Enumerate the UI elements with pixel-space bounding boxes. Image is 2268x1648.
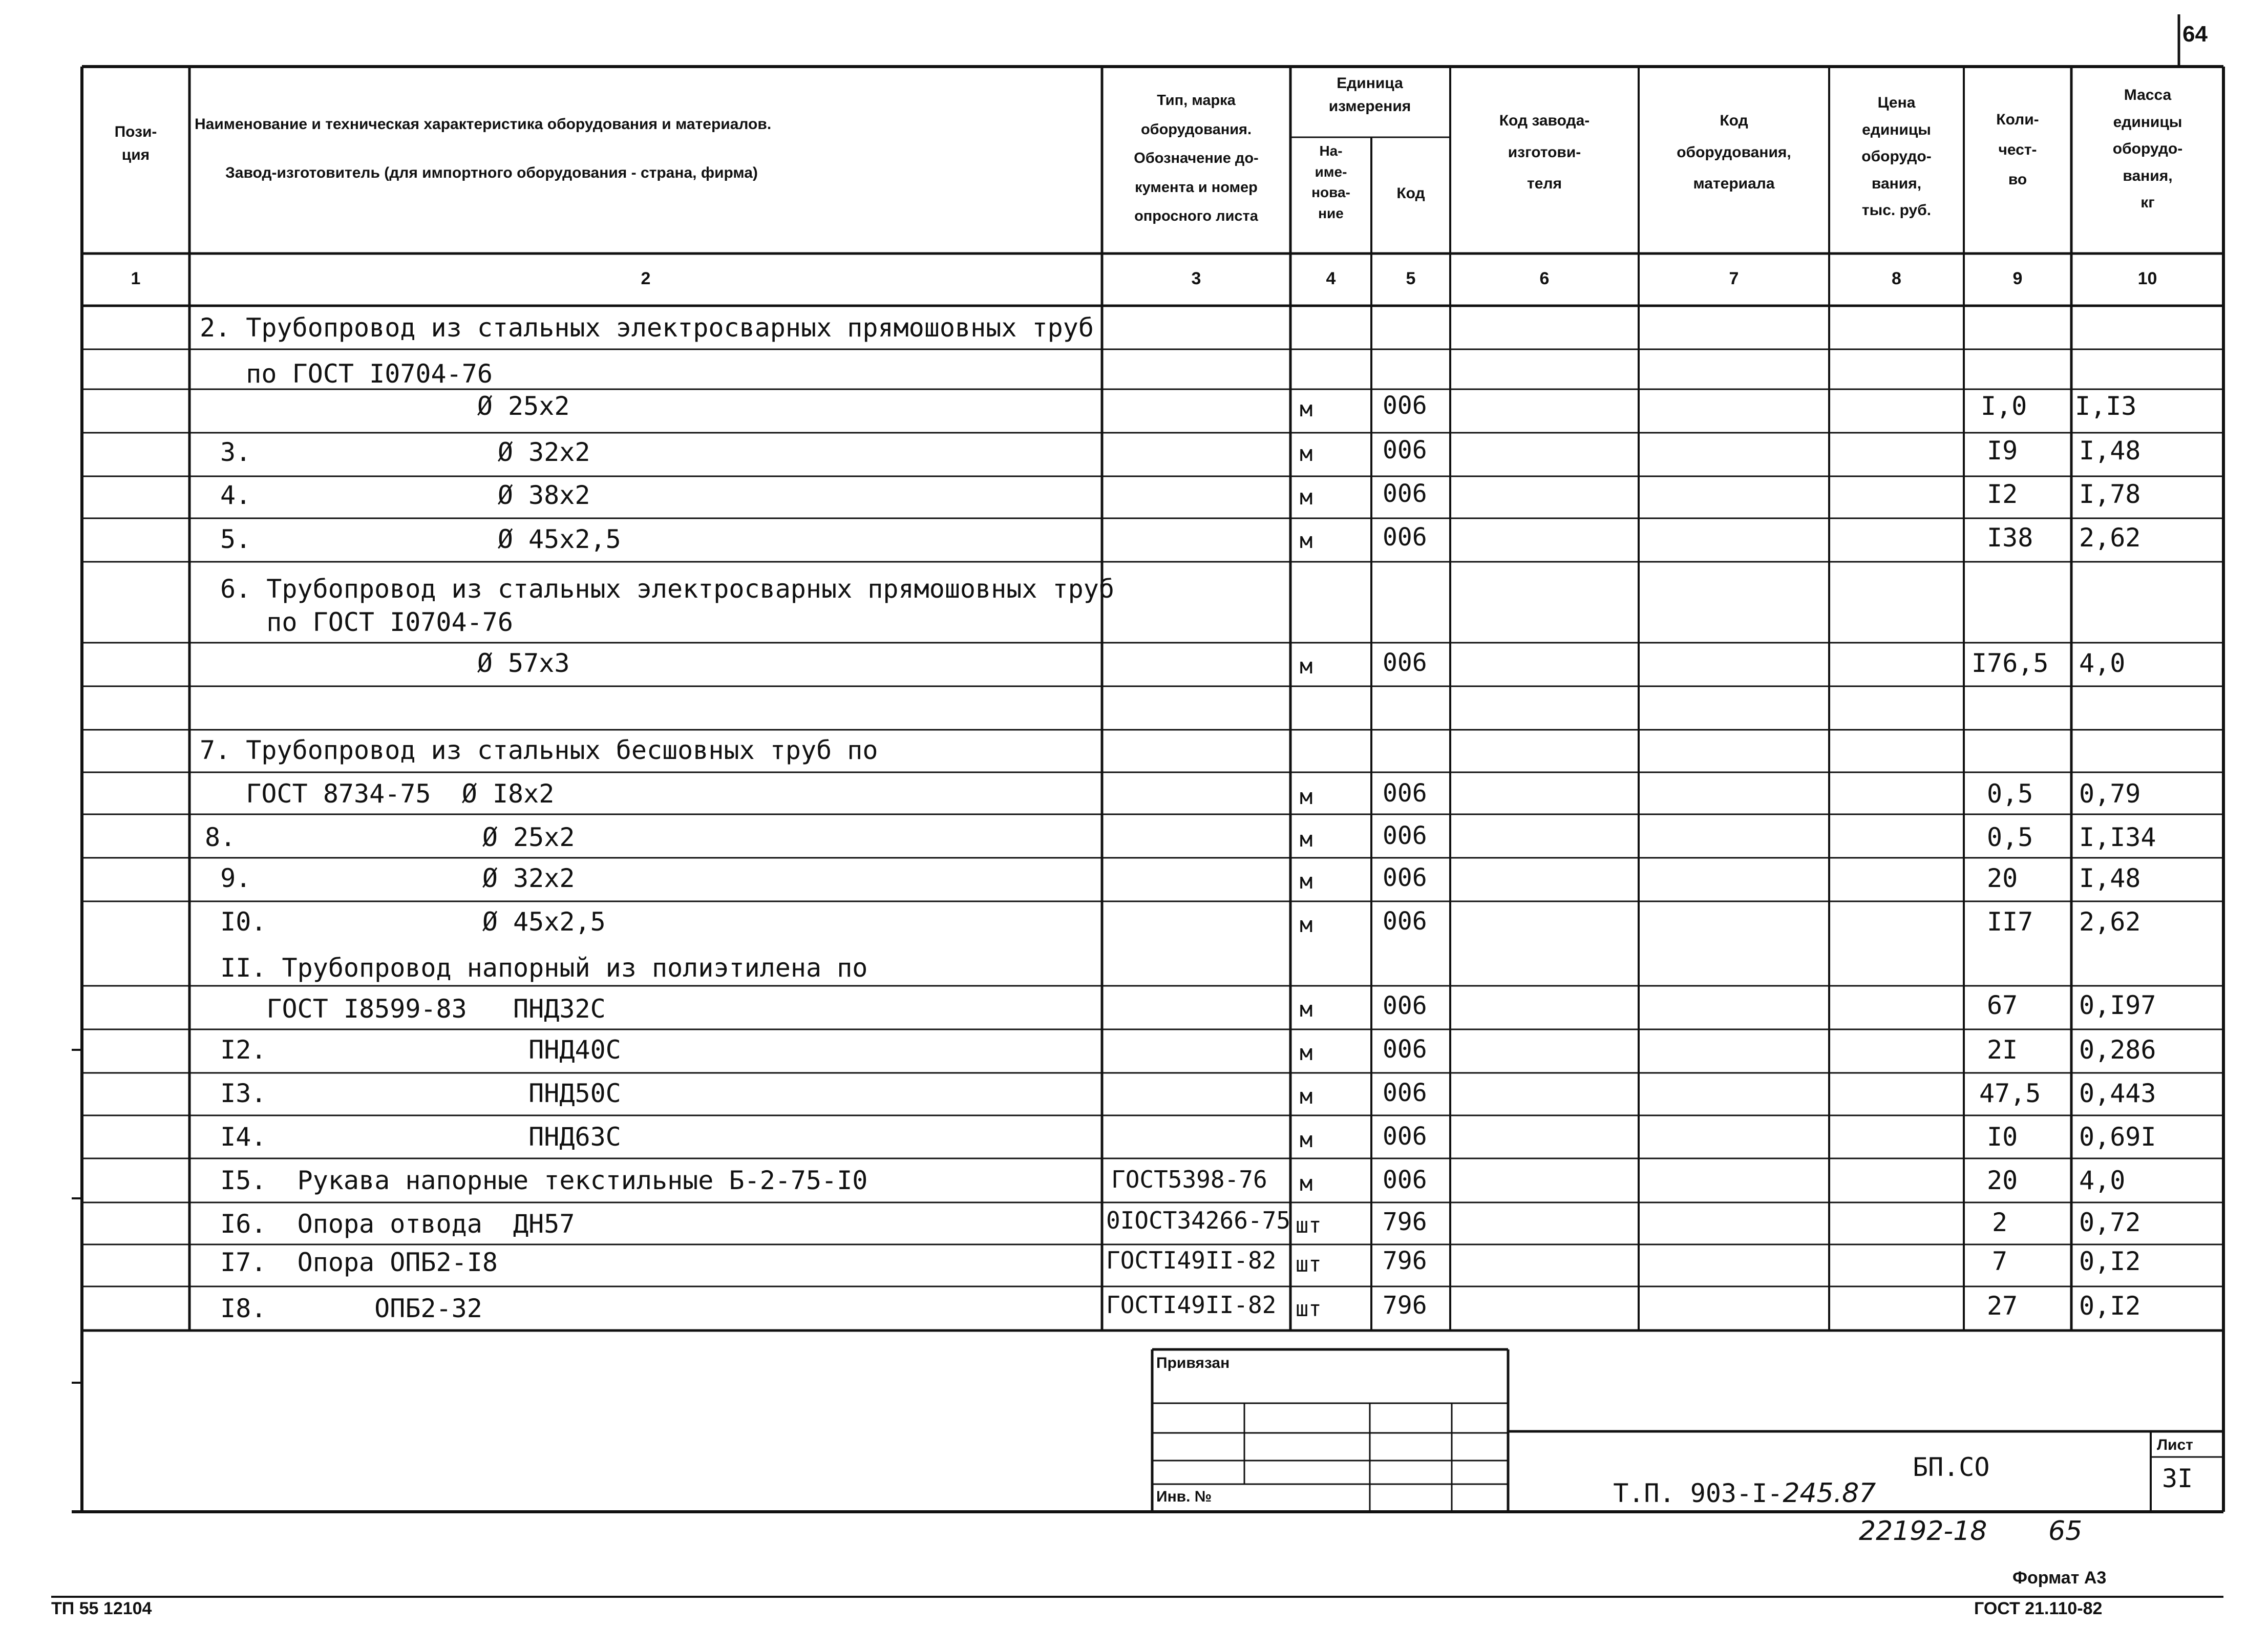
row-name: I0. Ø 45x2,5 xyxy=(205,907,606,937)
row-name: I3. ПНД50С xyxy=(205,1079,621,1108)
header-factory-code: Код завода- изготови- теля xyxy=(1499,112,1590,192)
stamp-doc-code xyxy=(1582,1454,1876,1507)
row-mass: 0,I2 xyxy=(2079,1291,2141,1321)
row-name: 3. Ø 32x2 xyxy=(220,437,590,467)
row-quantity: 20 xyxy=(1987,1166,2018,1195)
tp-label: ТП 55 12104 xyxy=(51,1599,152,1618)
row-name: II. Трубопровод напорный из полиэтилена по xyxy=(205,953,868,983)
row-code: 006 xyxy=(1383,436,1427,464)
row-unit: м xyxy=(1300,484,1313,510)
row-quantity: 20 xyxy=(1987,863,2018,893)
row-mass: I,48 xyxy=(2079,863,2141,893)
row-mass: I,I3 xyxy=(2075,391,2137,421)
row-unit: шт xyxy=(1296,1252,1322,1277)
row-unit: м xyxy=(1300,441,1313,466)
row-unit: шт xyxy=(1296,1213,1322,1238)
row-quantity: I9 xyxy=(1987,436,2018,466)
row-type: ГОСТ5398-76 xyxy=(1111,1166,1267,1193)
row-mass: 4,0 xyxy=(2079,648,2126,678)
row-code: 006 xyxy=(1383,479,1427,508)
row-unit: м xyxy=(1300,1040,1313,1065)
row-unit: м xyxy=(1300,528,1313,553)
row-code: 796 xyxy=(1383,1291,1427,1320)
row-code: 006 xyxy=(1383,391,1427,420)
row-name: 2. Трубопровод из стальных электросварных прямошовных труб xyxy=(200,313,1094,343)
row-name: I5. Рукава напорные текстильные Б-2-75-I0 xyxy=(205,1166,868,1195)
row-mass: 0,79 xyxy=(2079,779,2141,809)
row-code: 006 xyxy=(1383,821,1427,850)
row-unit: м xyxy=(1300,784,1313,809)
row-name: ГОСТ I8599-83 ПНД32С xyxy=(205,994,606,1024)
row-name: 4. Ø 38x2 xyxy=(220,480,590,510)
row-code: 006 xyxy=(1383,1079,1427,1107)
row-name: 8. Ø 25x2 xyxy=(205,822,575,852)
row-code: 006 xyxy=(1383,779,1427,808)
row-unit: м xyxy=(1300,1127,1313,1152)
row-code: 006 xyxy=(1383,1122,1427,1151)
row-quantity: I,0 xyxy=(1981,391,2027,421)
column-number: 3 xyxy=(1191,269,1201,288)
row-unit: м xyxy=(1300,396,1313,421)
row-mass: 2,62 xyxy=(2079,523,2141,553)
row-name: 5. Ø 45x2,5 xyxy=(220,524,621,554)
row-mass: 0,69I xyxy=(2079,1122,2156,1152)
column-number: 6 xyxy=(1539,269,1550,288)
stamp-sheet-label: Лист xyxy=(2157,1436,2193,1453)
row-quantity: 2I xyxy=(1987,1035,2018,1065)
header-name-line1: Наименование и техническая характеристика оборудования и материалов. xyxy=(195,116,772,133)
row-name: I8. ОПБ2-32 xyxy=(205,1294,482,1323)
header-type: Тип, марка оборудования. Обозначение до- кумента и номер опросного листа xyxy=(1134,92,1259,225)
row-name: 9. Ø 32x2 xyxy=(205,863,575,893)
handwritten-number: 22192-18 xyxy=(1859,1516,1987,1547)
header-quantity: Коли- чест- во xyxy=(1996,111,2039,188)
column-number: 1 xyxy=(131,269,141,288)
doc-code-prefix: Т.П. 903-I- xyxy=(1613,1478,1783,1508)
row-type: ГОСТI49II-82 xyxy=(1106,1291,1277,1319)
row-quantity: 67 xyxy=(1987,990,2018,1020)
header-position: Пози- ция xyxy=(114,123,157,163)
row-quantity: 0,5 xyxy=(1987,822,2033,852)
header-unit-group: Единица измерения xyxy=(1328,75,1411,115)
row-name: по ГОСТ I0704-76 xyxy=(200,359,493,389)
column-number: 5 xyxy=(1406,269,1416,288)
header-unit-code: Код xyxy=(1396,185,1425,202)
row-mass: I,78 xyxy=(2079,479,2141,509)
row-name: I6. Опора отвода ДН57 xyxy=(205,1209,575,1239)
row-quantity: II7 xyxy=(1987,907,2033,937)
stamp-inv-no: Инв. № xyxy=(1156,1488,1212,1505)
row-unit: м xyxy=(1300,912,1313,937)
handwritten-number-2: 65 xyxy=(2048,1516,2083,1547)
row-mass: 0,72 xyxy=(2079,1208,2141,1237)
format-label: Формат А3 xyxy=(2012,1568,2107,1588)
row-code: 006 xyxy=(1383,907,1427,936)
row-mass: I,48 xyxy=(2079,436,2141,466)
row-name: ГОСТ 8734-75 Ø I8x2 xyxy=(200,779,555,809)
column-number: 7 xyxy=(1729,269,1739,288)
row-unit: м xyxy=(1300,653,1313,679)
column-number: 8 xyxy=(1892,269,1901,288)
row-mass: 0,286 xyxy=(2079,1035,2156,1065)
row-code: 006 xyxy=(1383,991,1427,1020)
column-number: 10 xyxy=(2137,269,2157,288)
row-quantity: 0,5 xyxy=(1987,779,2033,809)
header-name-line2: Завод-изготовитель (для импортного оборудования - страна, фирма) xyxy=(225,164,758,181)
header-equipment-code: Код оборудования, материала xyxy=(1677,112,1791,192)
row-unit: м xyxy=(1300,1171,1313,1196)
row-code: 006 xyxy=(1383,523,1427,552)
row-unit: м xyxy=(1300,827,1313,852)
row-quantity: I38 xyxy=(1987,523,2033,553)
row-unit: м xyxy=(1300,1084,1313,1109)
row-unit: м xyxy=(1300,997,1313,1022)
row-mass: 0,I97 xyxy=(2079,990,2156,1020)
row-mass: 0,I2 xyxy=(2079,1246,2141,1276)
column-number: 9 xyxy=(2012,269,2023,288)
row-code: 006 xyxy=(1383,648,1427,677)
row-name: 6. Трубопровод из стальных электросварных прямошовных труб по ГОСТ I0704-76 xyxy=(220,574,1114,637)
row-quantity: I2 xyxy=(1987,479,2018,509)
row-type: 0IOCT34266-75 xyxy=(1106,1207,1291,1234)
row-name: 7. Трубопровод из стальных бесшовных труб по xyxy=(200,735,878,765)
row-type: ГОСТI49II-82 xyxy=(1106,1246,1277,1274)
row-quantity: 7 xyxy=(1992,1246,2008,1276)
gost-label: ГОСТ 21.110-82 xyxy=(1974,1599,2103,1618)
header-mass: Масса единицы оборудо- вания, кг xyxy=(2112,87,2183,211)
row-quantity: 47,5 xyxy=(1979,1079,2041,1108)
row-unit: м xyxy=(1300,869,1313,894)
row-mass: 4,0 xyxy=(2079,1166,2126,1195)
row-name: Ø 25x2 xyxy=(200,391,570,421)
header-price: Цена единицы оборудо- вания, тыс. руб. xyxy=(1861,94,1932,219)
row-code: 796 xyxy=(1383,1246,1427,1275)
stamp-sheet-number: 3I xyxy=(2162,1464,2193,1493)
row-code: 796 xyxy=(1383,1208,1427,1236)
row-unit: шт xyxy=(1296,1296,1322,1321)
page-corner-number: 64 xyxy=(2182,22,2208,47)
stamp-sheet-code: БП.СО xyxy=(1913,1452,1990,1482)
row-mass: 2,62 xyxy=(2079,907,2141,937)
row-name: I7. Опора ОПБ2-I8 xyxy=(205,1248,498,1277)
row-mass: 0,443 xyxy=(2079,1079,2156,1108)
column-number: 4 xyxy=(1326,269,1336,288)
column-number: 2 xyxy=(641,269,651,288)
row-code: 006 xyxy=(1383,863,1427,892)
row-quantity: 27 xyxy=(1987,1291,2018,1321)
row-name: I2. ПНД40С xyxy=(205,1035,621,1065)
row-quantity: I0 xyxy=(1987,1122,2018,1152)
doc-code-handwritten: 245.87 xyxy=(1783,1478,1876,1509)
row-name: Ø 57x3 xyxy=(200,648,570,678)
row-quantity: I76,5 xyxy=(1972,648,2049,678)
row-mass: I,I34 xyxy=(2079,822,2156,852)
row-code: 006 xyxy=(1383,1035,1427,1064)
stamp-privyazan: Привязан xyxy=(1156,1355,1230,1371)
row-name: I4. ПНД63С xyxy=(205,1122,621,1152)
header-unit-name: На- име- нова- ние xyxy=(1311,143,1350,221)
row-quantity: 2 xyxy=(1992,1208,2008,1237)
row-code: 006 xyxy=(1383,1166,1427,1194)
